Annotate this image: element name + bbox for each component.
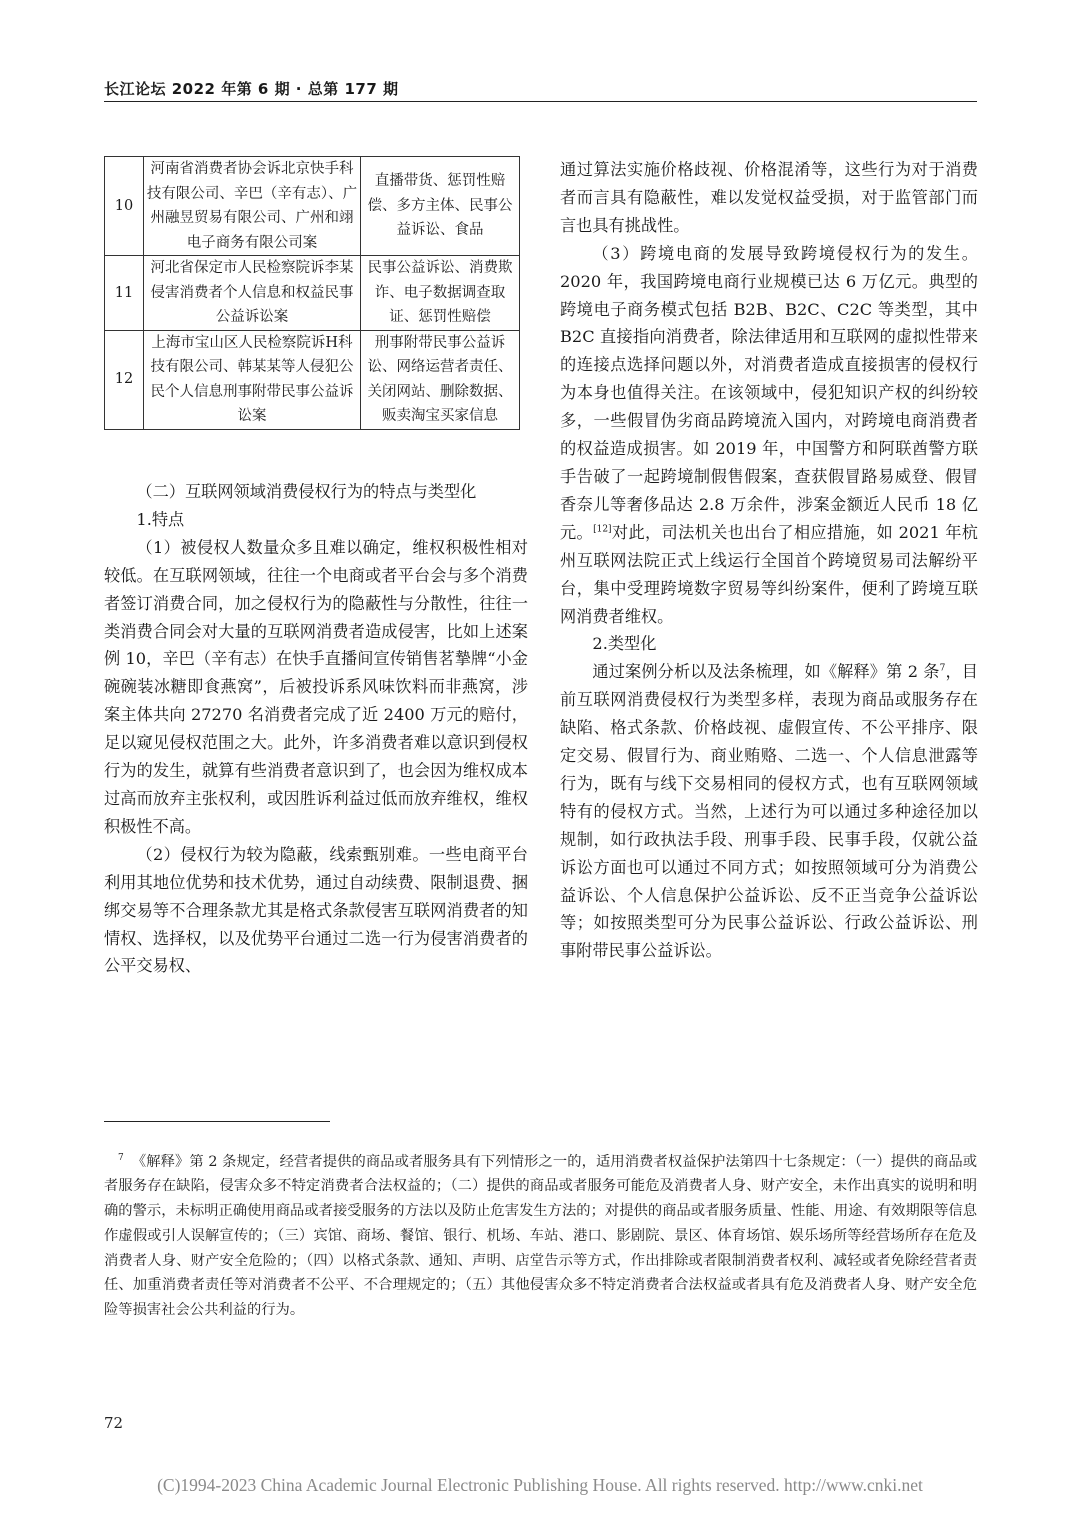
case-parties: 河南省消费者协会诉北京快手科技有限公司、辛巴（辛有志）、广州融昱贸易有限公司、广州和翊电子商务有限公司案 (144, 157, 361, 256)
section-heading: （二）互联网领域消费侵权行为的特点与类型化 (136, 482, 477, 501)
footnote (104, 1146, 977, 1323)
case-parties: 河北省保定市人民检察院诉李某侵害消费者个人信息和权益民事公益诉讼案 (144, 256, 361, 331)
header-divider (104, 101, 977, 102)
case-table (104, 156, 520, 430)
paragraph (560, 658, 978, 965)
footnote-mark: 7 (118, 1153, 124, 1163)
paragraph: 通过算法实施价格歧视、价格混淆等，这些行为对于消费者而言具有隐蔽性，难以发觉权益受损，对于监管部门而言也具有挑战性。 (560, 160, 978, 235)
page-number: 72 (104, 1414, 124, 1432)
paragraph-text: ，目前互联网消费侵权行为类型多样，表现为商品或服务存在缺陷、格式条款、价格歧视、虚假宣传、不公平排序、限定交易、假冒行为、商业贿赂、二选一、个人信息泄露等行为，既有与线下交易相同的侵权方式，也有互联网领域特有的侵权方式。当然，上述行为可以通过多种途径加以规制，如行政执法手段、刑事手段、民事手段，仅就公益诉讼方面也可以通过不同方式；如按照领域可分为消费公益诉讼、个人信息保护公益诉讼、反不正当竞争公益诉讼等；如按照类型可分为民事公益诉讼、行政公益诉讼、刑事附带民事公益诉讼。 (560, 662, 978, 961)
case-number: 12 (105, 330, 144, 429)
table-row (105, 256, 520, 331)
paragraph: （2）侵权行为较为隐蔽，线索甄别难。一些电商平台利用其地位优势和技术优势，通过自动续费、限制退费、捆绑交易等不合理条款尤其是格式条款侵害互联网消费者的知情权、选择权，以及优势平台通过二选一行为侵害消费者的公平交易权、 (104, 844, 528, 976)
footnote-divider (104, 1121, 330, 1122)
footnote-ref: 7 (939, 663, 946, 674)
paragraph-text: （3）跨境电商的发展导致跨境侵权行为的发生。2020 年，我国跨境电商行业规模已达 6 万亿元。典型的跨境电子商务模式包括 B2B、B2C、C2C 等类型，其中 B2C 直接指向消费者，除法律适用和互联网的虚拟性带来的连接点选择问题以外，对消费者造成直接损害的侵权行为本身也值得关注。在该领域中，侵犯知识产权的纠纷较多，一些假冒伪劣商品跨境流入国内，对跨境电商消费者的权益造成损害。如 2019 年，中国警方和阿联酋警方联手告破了一起跨境制假售假案，查获假冒路易威登、假冒香奈儿等奢侈品达 2.8 万余件，涉案金额近人民币 18 亿元。 (560, 243, 978, 542)
case-number: 11 (105, 256, 144, 331)
footnote-text: 《解释》第 2 条规定，经营者提供的商品或者服务具有下列情形之一的，适用消费者权益保护法第四十七条规定：（一）提供的商品或者服务存在缺陷，侵害众多不特定消费者合法权益的；（二）提供的商品或者服务可能危及消费者人身、财产安全，未作出真实的说明和明确的警示，未标明正确使用商品或者接受服务的方法以及防止危害发生方法的；对提供的商品或者服务质量、性能、用途、有效期限等信息作虚假或引人误解宣传的；（三）宾馆、商场、餐馆、银行、机场、车站、港口、影剧院、景区、体育场馆、娱乐场所等经营场所存在危及消费者人身、财产安全危险的；（四）以格式条款、通知、声明、店堂告示等方式，作出排除或者限制消费者权利、减轻或者免除经营者责任、加重消费者责任等对消费者不公平、不合理规定的；（五）其他侵害众多不特定消费者合法权益或者具有危及消费者人身、财产安全危险等损害社会公共利益的行为。 (104, 1153, 977, 1318)
copyright-watermark: (C)1994-2023 China Academic Journal Electronic Publishing House. All rights reserved. http://www.cnki.net (157, 1475, 923, 1495)
table-row (105, 330, 520, 429)
left-column (104, 478, 528, 980)
subheading-features: 1.特点 (136, 509, 185, 529)
case-number: 10 (105, 157, 144, 256)
paragraph-text: 对此，司法机关也出台了相应措施，如 2021 年杭州互联网法院正式上线运行全国首个跨境贸易司法解纷平台，集中受理跨境数字贸易等纠纷案件，便利了跨境互联网消费者维权。 (560, 522, 978, 626)
right-column (560, 156, 978, 965)
citation-ref: [12] (593, 524, 612, 535)
journal-header: 长江论坛 2022 年第 6 期 · 总第 177 期 (104, 80, 399, 98)
case-parties: 上海市宝山区人民检察院诉H科技有限公司、韩某某等人侵犯公民个人信息刑事附带民事公益诉讼案 (144, 330, 361, 429)
paragraph-text: 通过案例分析以及法条梳理，如《解释》第 2 条 (592, 662, 940, 682)
case-keywords: 直播带货、惩罚性赔偿、多方主体、民事公益诉讼、食品 (361, 157, 520, 256)
paragraph: （1）被侵权人数量众多且难以确定，维权积极性相对较低。在互联网领域，往往一个电商或者平台会与多个消费者签订消费合同，加之侵权行为的隐蔽性与分散性，往往一类消费合同会对大量的互联网消费者造成侵害，比如上述案例 10，辛巴（辛有志）在快手直播间宣传销售茗摯牌“小金碗碗装冰糖即食燕窝”，后被投诉系风味饮料而非燕窝，涉案主体共向 27270 名消费者完成了近 2400 万元的赔付，足以窥见侵权范围之大。此外，许多消费者难以意识到侵权行为的发生，就算有些消费者意识到了，也会因为维权成本过高而放弃主张权利，或因胜诉利益过低而放弃维权，维权积极性不高。 (104, 537, 528, 836)
table-row (105, 157, 520, 256)
subheading-typology: 2.类型化 (592, 634, 657, 654)
paragraph (560, 240, 978, 631)
case-keywords: 民事公益诉讼、消费欺诈、电子数据调查取证、惩罚性赔偿 (361, 256, 520, 331)
case-keywords: 刑事附带民事公益诉讼、网络运营者责任、关闭网站、删除数据、贩卖淘宝买家信息 (361, 330, 520, 429)
